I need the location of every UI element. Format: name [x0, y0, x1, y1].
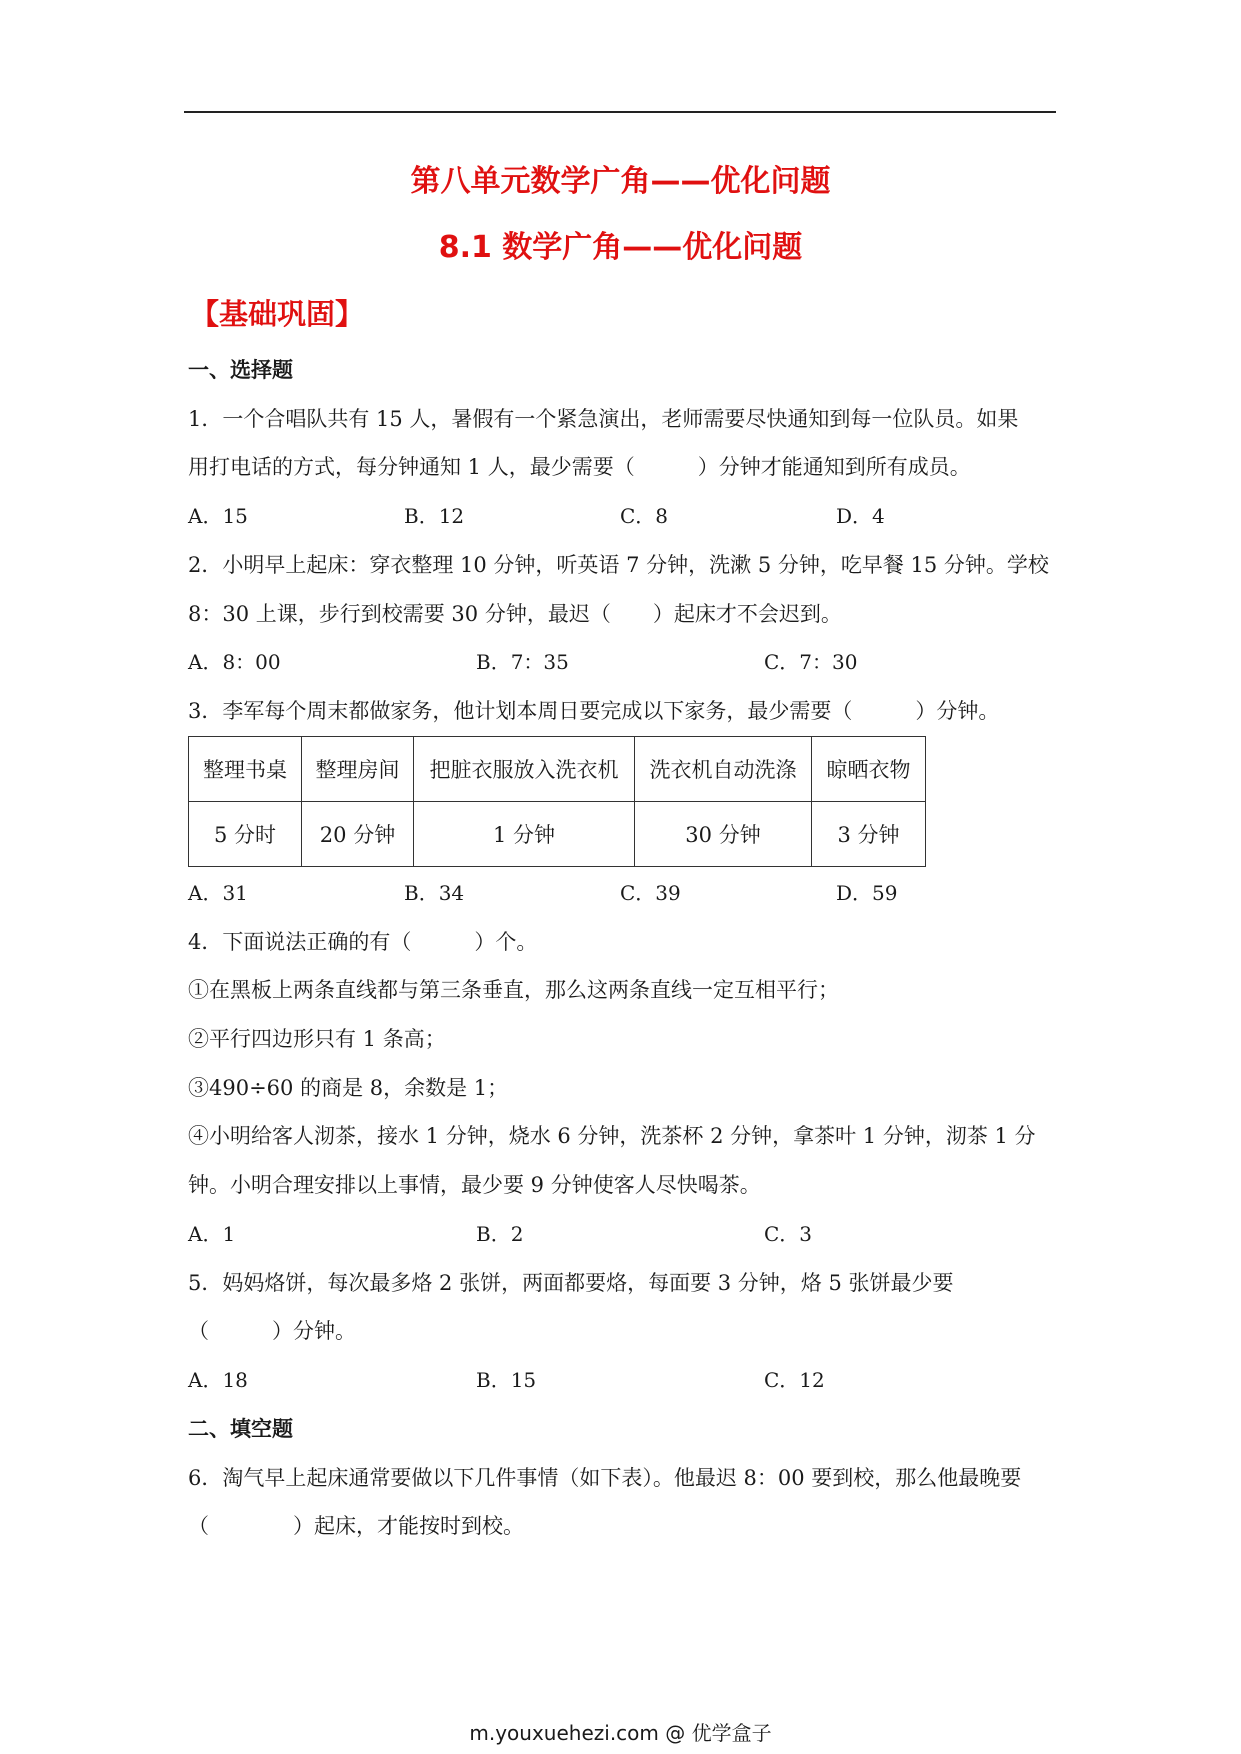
- q1-option-d: D．4: [836, 504, 885, 528]
- question-3-line-1: 3．李军每个周末都做家务，他计划本周日要完成以下家务，最少需要（ ）分钟。: [188, 699, 1000, 723]
- table-header-cell: 把脏衣服放入洗衣机: [414, 737, 635, 802]
- table-header-cell: 整理书桌: [189, 737, 302, 802]
- q1-option-a: A．15: [188, 504, 248, 528]
- q5-option-c: C．12: [764, 1368, 825, 1392]
- question-4-statement-2: ②平行四边形只有 1 条高；: [188, 1027, 446, 1051]
- table-header-cell: 晾晒衣物: [812, 737, 926, 802]
- page-title: 第八单元数学广角——优化问题: [410, 164, 831, 199]
- question-5-line-2: （ ）分钟。: [188, 1319, 356, 1343]
- question-4-line-1: 4．下面说法正确的有（ ）个。: [188, 930, 538, 954]
- question-4-statement-4b: 钟。小明合理安排以上事情，最少要 9 分钟使客人尽快喝茶。: [188, 1173, 761, 1197]
- section-heading-choice: 一、选择题: [188, 358, 293, 382]
- q3-option-d: D．59: [836, 881, 898, 905]
- chores-table: [188, 736, 926, 867]
- table-row: [189, 737, 926, 802]
- table-header-cell: 洗衣机自动洗涤: [635, 737, 812, 802]
- q4-option-b: B．2: [476, 1222, 524, 1246]
- q1-option-c: C．8: [620, 504, 669, 528]
- question-4-statement-4a: ④小明给客人沏茶，接水 1 分钟，烧水 6 分钟，洗茶杯 2 分钟，拿茶叶 1 分钟，沏茶 1 分: [188, 1124, 1036, 1148]
- question-1-line-2: 用打电话的方式，每分钟通知 1 人，最少需要（ ）分钟才能通知到所有成员。: [188, 455, 971, 479]
- table-cell: 1 分钟: [414, 802, 635, 867]
- question-4-statement-1: ①在黑板上两条直线都与第三条垂直，那么这两条直线一定互相平行；: [188, 978, 839, 1002]
- q2-option-a: A．8：00: [188, 650, 281, 674]
- q5-option-a: A．18: [188, 1368, 248, 1392]
- q3-option-c: C．39: [620, 881, 681, 905]
- section-heading-fill: 二、填空题: [188, 1417, 293, 1441]
- question-4-statement-3: ③490÷60 的商是 8，余数是 1；: [188, 1076, 509, 1100]
- question-6-line-2: （ ）起床，才能按时到校。: [188, 1514, 524, 1538]
- q5-option-b: B．15: [476, 1368, 537, 1392]
- question-5-line-1: 5．妈妈烙饼，每次最多烙 2 张饼，两面都要烙，每面要 3 分钟，烙 5 张饼最少要: [188, 1271, 954, 1295]
- table-header-cell: 整理房间: [302, 737, 414, 802]
- section-badge: 【基础巩固】: [190, 297, 365, 331]
- question-6-line-1: 6．淘气早上起床通常要做以下几件事情（如下表）。他最迟 8：00 要到校，那么他最晚要: [188, 1466, 1022, 1490]
- question-2-line-1: 2．小明早上起床：穿衣整理 10 分钟，听英语 7 分钟，洗漱 5 分钟，吃早餐 15 分钟。学校: [188, 553, 1049, 577]
- q1-option-b: B．12: [404, 504, 465, 528]
- page-subtitle: 8.1 数学广角——优化问题: [438, 230, 803, 265]
- table-cell: 3 分钟: [812, 802, 926, 867]
- q2-option-b: B．7：35: [476, 650, 569, 674]
- table-cell: 5 分时: [189, 802, 302, 867]
- table-row: [189, 802, 926, 867]
- question-1-line-1: 1．一个合唱队共有 15 人，暑假有一个紧急演出，老师需要尽快通知到每一位队员。如果: [188, 407, 1019, 431]
- q4-option-a: A．1: [188, 1222, 236, 1246]
- q3-option-a: A．31: [188, 881, 248, 905]
- q4-option-c: C．3: [764, 1222, 813, 1246]
- footer-watermark: m.youxuehezi.com @ 优学盒子: [469, 1721, 772, 1745]
- header-rule: [184, 111, 1056, 113]
- question-2-line-2: 8：30 上课，步行到校需要 30 分钟，最迟（ ）起床才不会迟到。: [188, 602, 842, 626]
- q2-option-c: C．7：30: [764, 650, 858, 674]
- q3-option-b: B．34: [404, 881, 465, 905]
- table-cell: 20 分钟: [302, 802, 414, 867]
- table-cell: 30 分钟: [635, 802, 812, 867]
